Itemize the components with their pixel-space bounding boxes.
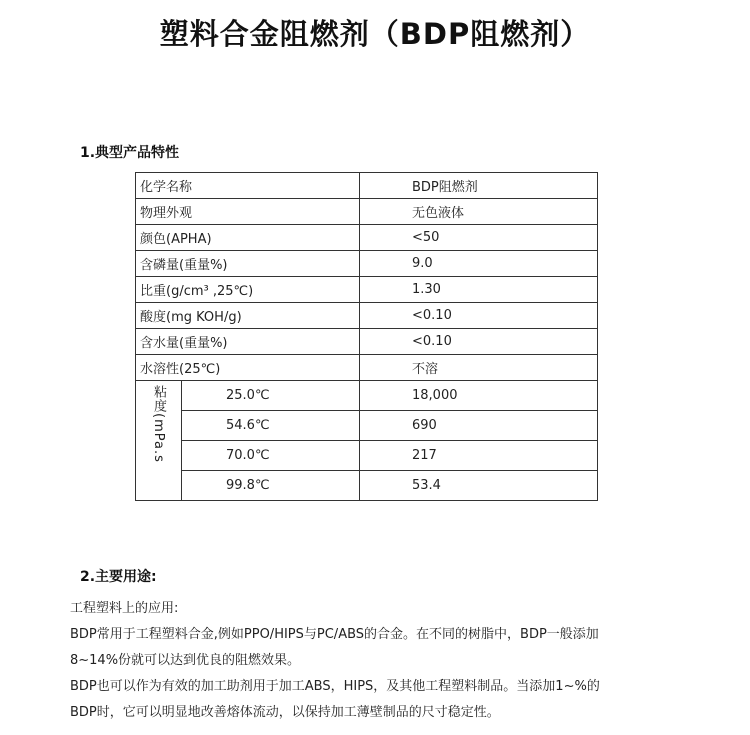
section-heading-uses: 2.主要用途: <box>80 569 157 585</box>
table-row <box>136 303 598 329</box>
property-name: 比重(g/cm³ ,25℃) <box>136 277 360 303</box>
property-value: 无色液体 <box>360 199 598 225</box>
viscosity-value: 53.4 <box>360 471 598 501</box>
viscosity-temperature: 70.0℃ <box>182 441 360 471</box>
viscosity-temperature: 54.6℃ <box>182 411 360 441</box>
properties-table <box>135 172 598 501</box>
property-name: 酸度(mg KOH/g) <box>136 303 360 329</box>
viscosity-label: 粘度(mPa.s <box>151 385 166 463</box>
property-value: 不溶 <box>360 355 598 381</box>
viscosity-label-cell <box>136 381 182 501</box>
property-name: 含磷量(重量%) <box>136 251 360 277</box>
table-row <box>136 225 598 251</box>
viscosity-value: 690 <box>360 411 598 441</box>
property-value: <0.10 <box>360 329 598 355</box>
property-name: 颜色(APHA) <box>136 225 360 251</box>
table-row <box>136 199 598 225</box>
table-row <box>136 355 598 381</box>
property-name: 化学名称 <box>136 173 360 199</box>
table-row <box>136 329 598 355</box>
page-title: 塑料合金阻燃剂（BDP阻燃剂） <box>159 17 591 51</box>
viscosity-value: 217 <box>360 441 598 471</box>
table-row <box>136 381 598 411</box>
paragraph-line: BDP常用于工程塑料合金,例如PPO/HIPS与PC/ABS的合金。在不同的树脂中，BDP一般添加 <box>70 627 599 642</box>
uses-description <box>70 596 690 726</box>
property-name: 含水量(重量%) <box>136 329 360 355</box>
property-value: <0.10 <box>360 303 598 329</box>
table-row <box>136 441 598 471</box>
section-heading-properties: 1.典型产品特性 <box>80 145 180 161</box>
viscosity-temperature: 99.8℃ <box>182 471 360 501</box>
paragraph-line: BDP也可以作为有效的加工助剂用于加工ABS，HIPS，及其他工程塑料制品。当添加1~%的 <box>70 679 600 694</box>
viscosity-temperature: 25.0℃ <box>182 381 360 411</box>
viscosity-value: 18,000 <box>360 381 598 411</box>
table-row <box>136 411 598 441</box>
table-row <box>136 173 598 199</box>
property-name: 物理外观 <box>136 199 360 225</box>
table-row <box>136 277 598 303</box>
table-row <box>136 251 598 277</box>
paragraph-line: 8~14%份就可以达到优良的阻燃效果。 <box>70 653 301 668</box>
property-value: 1.30 <box>360 277 598 303</box>
paragraph-line: 工程塑料上的应用: <box>70 601 179 616</box>
property-value: 9.0 <box>360 251 598 277</box>
paragraph-line: BDP时，它可以明显地改善熔体流动，以保持加工薄壁制品的尺寸稳定性。 <box>70 705 500 720</box>
property-name: 水溶性(25℃) <box>136 355 360 381</box>
property-value: BDP阻燃剂 <box>360 173 598 199</box>
property-value: <50 <box>360 225 598 251</box>
table-row <box>136 471 598 501</box>
